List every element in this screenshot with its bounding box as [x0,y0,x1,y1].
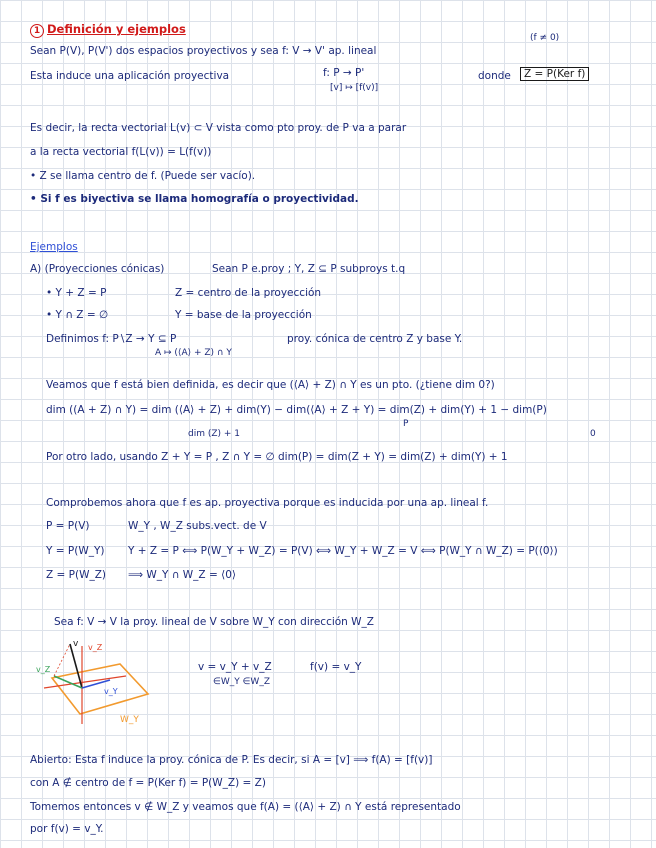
result-zero: 0 [590,429,596,439]
map-formula: f: P → P' [323,67,365,79]
label-wy: W_Y [120,715,139,725]
text-line: Abierto: Esta f induce la proy. cónica de P. Es decir, si A = [v] ⟹ f(A) = [f(v)] [30,754,433,766]
text-line: Tomemos entonces v ∉ W_Z y veamos que f(A) = (⟨A⟩ + Z) ∩ Y está representado [30,801,461,813]
definition-sub: A ↦ (⟨A⟩ + Z) ∩ Y [155,348,232,358]
guide-line [54,644,70,676]
formula: v = v_Y + v_Z [198,661,272,673]
formula: f(v) = v_Y [310,661,362,673]
text-line: dim ((A + Z) ∩ Y) = dim (⟨A⟩ + Z) + dim(Y) − dim(⟨A⟩ + Z + Y) = dim(Z) + dim(Y) + 1 − dim(P) [46,404,547,416]
row-right: ⟹ W_Y ∩ W_Z = ⟨0⟩ [128,569,236,581]
brace-label: P [403,419,409,429]
example-description: Sean P e.proy ; Y, Z ⊆ P subproys t.q [212,263,406,275]
condition: • Y ∩ Z = ∅ [46,309,109,321]
definition-line: Definimos f: P∖Z → Y ⊆ P [46,333,177,345]
text-line: dim (Z) + 1 [188,429,241,439]
text-line: Esta induce una aplicación proyectiva [30,70,230,82]
row-right: Y + Z = P ⟺ P(W_Y + W_Z) = P(V) ⟺ W_Y + W_Z = V ⟺ P(W_Y ∩ W_Z) = P(⟨0⟩) [128,545,558,557]
examples-heading: Ejemplos [30,241,78,253]
text-line: Veamos que f está bien definida, es decir que (⟨A⟩ + Z) ∩ Y es un pto. (¿tiene dim 0?) [46,379,495,391]
label-vz-top: v_Z [88,643,103,652]
note-f-nonzero: (f ≠ 0) [530,33,560,43]
plane-wy [52,664,148,714]
bullet-item: • Z se llama centro de f. (Puede ser vacío). [30,170,256,182]
row-left: Y = P(W_Y) [46,545,105,557]
condition: • Y + Z = P [46,287,107,299]
boxed-center-wrap [520,68,589,81]
text-line: Comprobemos ahora que f es ap. proyectiva porque es inducida por una ap. lineal f. [46,497,489,509]
text-line: Sea f: V → V la proy. lineal de V sobre W_Y con dirección W_Z [54,616,374,628]
text-line: por f(v) = v_Y. [30,823,104,835]
text-line: Por otro lado, usando Z + Y = P , Z ∩ Y = ∅ dim(P) = dim(Z + Y) = dim(Z) + dim(Y) + 1 [46,451,508,463]
condition-note: Z = centro de la proyección [175,287,322,299]
label-vz: v_Z [36,665,51,674]
bullet-item: • Si f es biyectiva se llama homografía o proyectividad. [30,193,359,205]
vector-v [70,644,82,688]
page-title [30,23,186,38]
projection-figure [30,636,160,731]
text-line: a la recta vectorial f(L(v)) = L(f(v)) [30,146,212,158]
example-title: A) (Proyecciones cónicas) [30,263,165,275]
condition-note: Y = base de la proyección [175,309,312,321]
formula-sub: ∈W_Y ∈W_Z [213,677,271,687]
title-number: 1 [30,24,44,38]
text-line: Sean P(V), P(V') dos espacios proyectivos y sea f: V → V' ap. lineal [30,45,377,57]
text-line: Es decir, la recta vectorial L(v) ⊂ V vista como pto proy. de P va a parar [30,122,407,134]
label-vy: v_Y [104,687,118,696]
row-left: Z = P(W_Z) [46,569,107,581]
title-text: Definición y ejemplos [47,22,186,36]
definition-line: proy. cónica de centro Z y base Y. [287,333,463,345]
row-left: P = P(V) [46,520,90,532]
label-v: v [73,639,79,649]
text-line: con A ∉ centro de f = P(Ker f) = P(W_Z) = Z) [30,777,266,789]
text-donde: donde [478,70,511,82]
boxed-center-definition: Z = P(Ker f) [520,67,589,81]
row-right: W_Y , W_Z subs.vect. de V [128,520,267,532]
map-formula-sub: [v] ↦ [f(v)] [330,83,379,93]
